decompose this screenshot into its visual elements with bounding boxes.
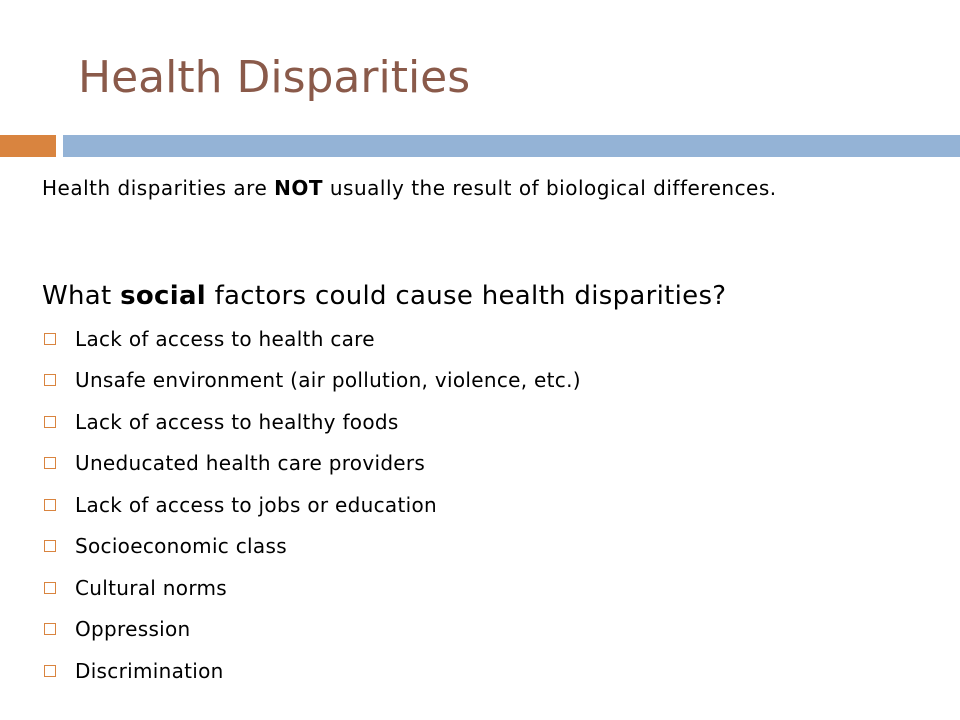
- list-item-label: Cultural norms: [75, 575, 227, 600]
- hollow-square-icon: [44, 623, 56, 635]
- hollow-square-icon: [44, 457, 56, 469]
- list-item: [42, 650, 581, 692]
- hollow-square-icon: [44, 499, 56, 511]
- hollow-square-icon: [44, 540, 56, 552]
- intro-emphasis: NOT: [274, 176, 324, 200]
- factor-list: [42, 318, 581, 692]
- hollow-square-icon: [44, 582, 56, 594]
- hollow-square-icon: [44, 333, 56, 345]
- intro-text-before: Health disparities are: [42, 176, 275, 200]
- list-item-label: Socioeconomic class: [75, 534, 287, 559]
- list-item-label: Lack of access to health care: [75, 326, 375, 351]
- list-item: [42, 484, 581, 526]
- accent-bar-blue: [63, 135, 960, 157]
- list-item: [42, 318, 581, 360]
- question-text-before: What: [42, 281, 121, 311]
- question-text-after: factors could cause health disparities?: [206, 281, 727, 311]
- question-heading: [42, 276, 726, 316]
- hollow-square-icon: [44, 374, 56, 386]
- slide-title: Health Disparities: [78, 52, 471, 103]
- list-item-label: Oppression: [75, 617, 191, 642]
- list-item: [42, 609, 581, 651]
- accent-bar-orange: [0, 135, 56, 157]
- list-item: [42, 443, 581, 485]
- list-item-label: Lack of access to healthy foods: [75, 409, 399, 434]
- list-item: [42, 401, 581, 443]
- list-item-label: Discrimination: [75, 658, 224, 683]
- list-item: [42, 526, 581, 568]
- list-item-label: Unsafe environment (air pollution, violence, etc.): [75, 368, 581, 393]
- hollow-square-icon: [44, 665, 56, 677]
- intro-paragraph: [42, 172, 822, 204]
- list-item: [42, 567, 581, 609]
- list-item: [42, 360, 581, 402]
- list-item-label: Uneducated health care providers: [75, 451, 426, 476]
- question-emphasis: social: [120, 281, 206, 311]
- list-item-label: Lack of access to jobs or education: [75, 492, 437, 517]
- hollow-square-icon: [44, 416, 56, 428]
- intro-text-after: usually the result of biological differences.: [323, 176, 777, 200]
